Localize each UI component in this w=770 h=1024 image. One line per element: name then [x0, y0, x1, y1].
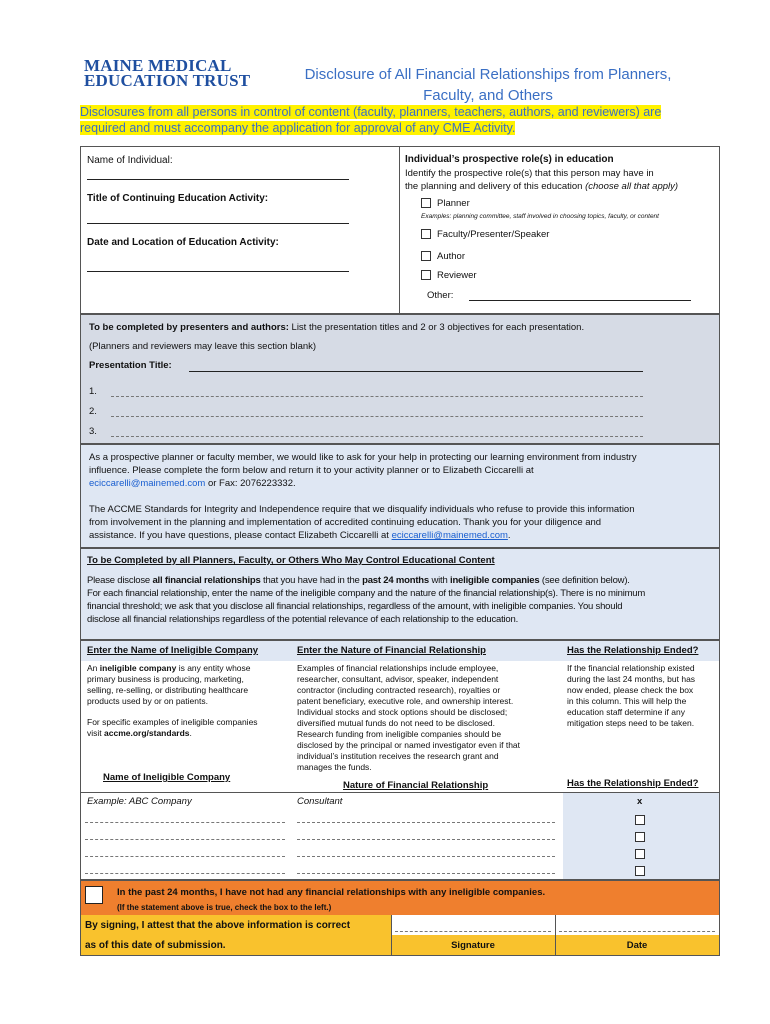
- objective-field-2[interactable]: [111, 416, 643, 417]
- faculty-checkbox[interactable]: [421, 229, 431, 239]
- info-p1-line1: As a prospective planner or faculty member, we would like to ask for your help in protecting our learning environment from industry: [89, 452, 637, 463]
- disclosure-instructions: [80, 548, 720, 640]
- completed-heading: To be Completed by all Planners, Faculty, or Others Who May Control Educational Content: [87, 555, 495, 566]
- presenters-text: List the presentation titles and 2 or 3 objectives for each presentation.: [291, 322, 585, 333]
- sign-attest-line2: as of this date of submission.: [85, 940, 226, 951]
- roles-instruction: [405, 167, 678, 193]
- c-l3: financial threshold; we ask that you disclose all financial relationships, regardless of the amount, with ineligible companies. You should: [87, 601, 623, 612]
- ex-l1: For specific examples of ineligible companies: [87, 717, 258, 727]
- role-planner[interactable]: [421, 197, 470, 210]
- signature-field[interactable]: [395, 931, 551, 932]
- company-field-3[interactable]: [85, 856, 285, 857]
- ended-checkbox-2[interactable]: [635, 832, 645, 842]
- info-p1-line2: influence. Please complete the form below and return it to your activity planner or to Elizabeth Ciccarelli at: [89, 465, 534, 476]
- attestation-section: [80, 880, 720, 956]
- company-field-2[interactable]: [85, 839, 285, 840]
- sub-col2: Nature of Financial Relationship: [343, 780, 489, 791]
- notice-line2: required and must accompany the application for approval of any CME Activity.: [80, 121, 516, 135]
- info-p2-line1: The ACCME Standards for Integrity and Independence require that we disqualify individuals who refuse to provide this information: [89, 504, 635, 515]
- sub-col3: Has the Relationship Ended?: [567, 778, 699, 789]
- planner-checkbox[interactable]: [421, 198, 431, 208]
- title-field[interactable]: [87, 223, 349, 224]
- c-l1e: with: [431, 575, 448, 586]
- presenters-instruction: [89, 321, 584, 334]
- info-section: [80, 444, 720, 548]
- title-line2: Faculty, and Others: [423, 87, 553, 104]
- def-l2: primary business is producing, marketing,: [87, 674, 244, 684]
- c-l4: disclose all financial relationships regardless of the potential relevance of each relationship to the education.: [87, 614, 519, 625]
- presentation-title-label: Presentation Title:: [89, 360, 172, 371]
- relationship-example-line-9: individual’s institution receives the research grant and: [297, 751, 499, 761]
- objective-num-2: 2.: [89, 406, 97, 417]
- ended-explanation-line-5: education staff determine if any: [567, 707, 685, 717]
- info-p2-line2: from involvement in the planning and implementation of accredited continuing education. Thank you for your diligence and: [89, 517, 602, 528]
- no-relationships-statement: In the past 24 months, I have not had any financial relationships with any ineligible companies.: [117, 887, 546, 898]
- relationship-example-line-7: Research funding from ineligible companies should be: [297, 729, 502, 739]
- def-l4: products used by or on patients.: [87, 696, 208, 706]
- signature-label: Signature: [451, 940, 495, 951]
- name-label: Name of Individual:: [87, 155, 173, 166]
- company-field-4[interactable]: [85, 873, 285, 874]
- title-line1: Disclosure of All Financial Relationships from Planners,: [304, 66, 672, 83]
- planner-examples: Examples: planning committee, staff involved in choosing topics, faculty, or content: [421, 213, 659, 220]
- role-author[interactable]: [421, 250, 465, 263]
- sign-attest-line1: By signing, I attest that the above information is correct: [85, 920, 351, 931]
- ended-explanation-line-4: in this column. This will help the: [567, 696, 687, 706]
- fax-text: or Fax: 2076223332.: [207, 478, 296, 489]
- nature-field-3[interactable]: [297, 856, 555, 857]
- logo-line1: MAINE MEDICAL: [84, 56, 232, 75]
- relationships-table: [80, 640, 720, 880]
- required-notice: [80, 104, 728, 136]
- page-title: [258, 64, 718, 106]
- roles-instruction-line1: Identify the prospective role(s) that this person may have in: [405, 168, 654, 179]
- def-l3: selling, re-selling, or distributing healthcare: [87, 685, 249, 695]
- info-paragraph-1: [89, 451, 715, 490]
- other-label: Other:: [427, 290, 454, 301]
- example-ended-mark: x: [637, 796, 643, 807]
- ended-explanation-line-3: now ended, please check the box: [567, 685, 694, 695]
- example-company: Example: ABC Company: [87, 796, 192, 807]
- example-nature: Consultant: [297, 796, 343, 807]
- individual-section: [80, 146, 720, 314]
- c-l1g: (see definition below).: [541, 575, 630, 586]
- ended-explanation-line-1: If the financial relationship existed: [567, 663, 695, 673]
- reviewer-checkbox[interactable]: [421, 270, 431, 280]
- c-l1b: all financial relationships: [152, 575, 261, 586]
- ex-a: visit: [87, 728, 102, 738]
- objective-field-1[interactable]: [111, 396, 643, 397]
- role-reviewer[interactable]: [421, 269, 477, 282]
- company-field-1[interactable]: [85, 822, 285, 823]
- ex-b[interactable]: accme.org/standards: [104, 728, 190, 738]
- presentation-title-field[interactable]: [189, 371, 643, 372]
- relationship-example-line-3: contractor (including contracted research), royalties or: [297, 685, 501, 695]
- no-relationships-checkbox[interactable]: [85, 886, 103, 904]
- faculty-label: Faculty/Presenter/Speaker: [437, 229, 550, 240]
- role-faculty[interactable]: [421, 228, 549, 241]
- info-period: .: [507, 530, 511, 541]
- date-field[interactable]: [559, 931, 715, 932]
- author-label: Author: [437, 251, 465, 262]
- presenters-section: [80, 314, 720, 444]
- nature-field-4[interactable]: [297, 873, 555, 874]
- ineligible-definition: [87, 663, 283, 739]
- def-c: is any entity whose: [178, 663, 251, 673]
- name-field[interactable]: [87, 179, 349, 180]
- ended-explanation-line-2: during the last 24 months, but has: [567, 674, 696, 684]
- presenters-note: (Planners and reviewers may leave this section blank): [89, 341, 317, 352]
- planner-label: Planner: [437, 198, 470, 209]
- notice-line1: Disclosures from all persons in control of content (faculty, planners, teachers, authors, and reviewers) are: [80, 105, 662, 119]
- objective-num-3: 3.: [89, 426, 97, 437]
- ex-c: .: [189, 728, 192, 738]
- nature-field-2[interactable]: [297, 839, 555, 840]
- ended-explanation-line-6: mitigation steps need to be taken.: [567, 718, 695, 728]
- relationship-example-line-10: manages the funds.: [297, 762, 372, 772]
- column-divider: [399, 147, 400, 315]
- email-link-2[interactable]: eciccarelli@mainemed.com: [391, 530, 508, 541]
- c-l1f: ineligible companies: [450, 575, 540, 586]
- date-label: Date: [626, 940, 648, 951]
- c-l1c: that you have had in the: [263, 575, 360, 586]
- other-field[interactable]: [469, 300, 691, 301]
- objective-num-1: 1.: [89, 386, 97, 397]
- ended-checkbox-3[interactable]: [635, 849, 645, 859]
- c-l1d: past 24 months: [362, 575, 429, 586]
- col1-head: Enter the Name of Ineligible Company: [87, 645, 259, 656]
- email-link-1[interactable]: eciccarelli@mainemed.com: [89, 478, 206, 489]
- col2-head: Enter the Nature of Financial Relationship: [297, 645, 486, 656]
- presenters-bold: To be completed by presenters and authors:: [89, 322, 289, 333]
- title-label: Title of Continuing Education Activity:: [87, 193, 269, 204]
- info-paragraph-2: [89, 503, 715, 542]
- relationship-example-line-4: patent beneficiary, executive role, and ownership interest.: [297, 696, 514, 706]
- roles-instruction-italic: (choose all that apply): [585, 181, 679, 192]
- def-a: An: [87, 663, 98, 673]
- logo-line2: EDUCATION TRUST: [84, 71, 251, 90]
- date-location-label: Date and Location of Education Activity:: [87, 237, 279, 248]
- info-p2-line3: assistance. If you have questions, please contact Elizabeth Ciccarelli at: [89, 530, 389, 541]
- c-l2: For each financial relationship, enter the name of the ineligible company and the nature of the financial relationship(s). There is no minimum: [87, 588, 646, 599]
- ended-checkbox-4[interactable]: [635, 866, 645, 876]
- nature-field-1[interactable]: [297, 822, 555, 823]
- logo: [84, 56, 251, 90]
- rows-top-border: [81, 792, 719, 793]
- sub-col1: Name of Ineligible Company: [103, 772, 231, 783]
- date-location-field[interactable]: [87, 271, 349, 272]
- roles-heading: Individual’s prospective role(s) in education: [405, 154, 614, 165]
- relationship-example-line-6: diversified mutual funds do not need to be disclosed.: [297, 718, 495, 728]
- relationship-example-line-2: researcher, consultant, advisor, speaker, independent: [297, 674, 499, 684]
- relationship-example-line-8: disclosed by the principal or named investigator even if that: [297, 740, 521, 750]
- c-l1a: Please disclose: [87, 575, 151, 586]
- reviewer-label: Reviewer: [437, 270, 477, 281]
- roles-instruction-line2: the planning and delivery of this education: [405, 181, 583, 192]
- def-b: ineligible company: [99, 663, 177, 673]
- objective-field-3[interactable]: [111, 436, 643, 437]
- ended-checkbox-1[interactable]: [635, 815, 645, 825]
- no-relationships-note: (If the statement above is true, check the box to the left.): [117, 903, 332, 912]
- relationship-example-line-5: Individual stocks and stock options should be disclosed;: [297, 707, 508, 717]
- ended-explanation: [567, 663, 717, 729]
- author-checkbox[interactable]: [421, 251, 431, 261]
- relationship-examples: [297, 663, 559, 773]
- relationship-example-line-1: Examples of financial relationships include employee,: [297, 663, 499, 673]
- completed-body: [87, 574, 715, 626]
- col3-head: Has the Relationship Ended?: [567, 645, 699, 656]
